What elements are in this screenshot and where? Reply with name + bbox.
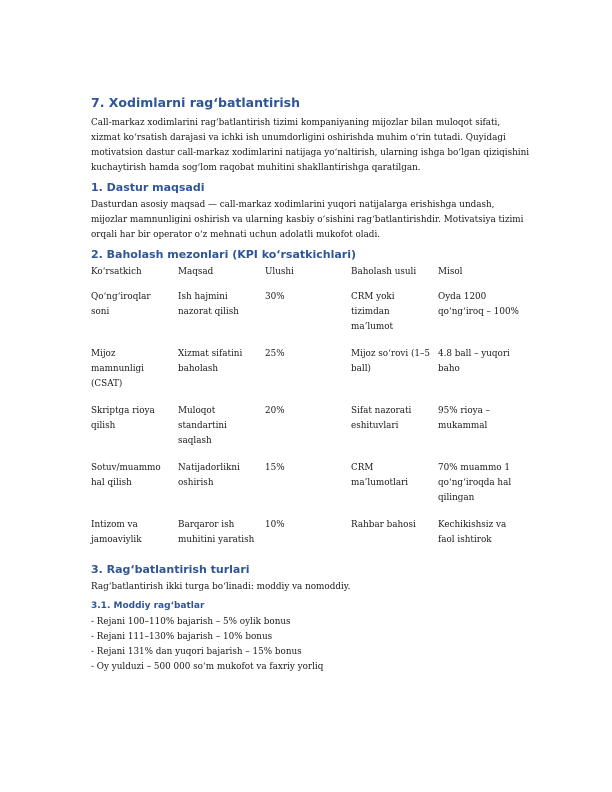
goal-paragraph: Dasturdan asosiy maqsad — call-markaz xodimlarini yuqori natijalarga erishishga undash, mijozlar mamnunligini oshirish va ularning kasbiy o‘sishini rag‘batlantirishdir. Motivatsiya tizimi orqali har bir operator o‘z mehnati uchun adolatli mukofot oladi. <box>91 200 524 240</box>
column-header: Maqsad <box>178 267 214 277</box>
table-cell: Rahbar bahosi <box>351 520 416 530</box>
document-page <box>91 95 531 675</box>
table-cell: Ish hajmini nazorat qilish <box>178 292 239 317</box>
table-cell: Mijoz mamnunligi (CSAT) <box>91 349 144 389</box>
section-heading-goal: 1. Dastur maqsadi <box>91 181 205 194</box>
table-row <box>91 518 531 560</box>
table-header-row <box>91 265 531 290</box>
table-cell: Oyda 1200 qo‘ng‘iroq – 100% <box>438 292 519 317</box>
table-row <box>91 404 531 461</box>
table-cell: 70% muammo 1 qo‘ng‘iroqda hal qilingan <box>438 463 512 503</box>
table-cell: 30% <box>265 292 285 302</box>
intro-paragraph: Call-markaz xodimlarini rag‘batlantirish tizimi kompaniyaning mijozlar bilan muloqot sifati, xizmat ko‘rsatish darajasi va ichki ish unumdorligini oshirishda muhim o‘rin tutadi. Quyidagi motivatsion dastur call-markaz xodimlarini natijaga yo‘naltirish, ularning ishga bo‘lgan qiziqishini kuchaytirish hamda sog‘lom raqobat muhitini shakllantirishga qaratilgan. <box>91 118 530 173</box>
column-header: Baholash usuli <box>351 267 417 277</box>
table-cell: Kechikishsiz va faol ishtirok <box>438 520 507 545</box>
table-row <box>91 347 531 404</box>
table-row <box>91 461 531 518</box>
table-cell: 20% <box>265 406 285 416</box>
column-header: Misol <box>438 267 463 277</box>
table-cell: 10% <box>265 520 285 530</box>
section-heading-motivation: 7. Xodimlarni rag‘batlantirish <box>91 95 301 110</box>
table-cell: Intizom va jamoaviylik <box>91 520 142 545</box>
table-cell: Xizmat sifatini baholash <box>178 349 243 374</box>
table-cell: 95% rioya – mukammal <box>438 406 491 431</box>
list-item: - Rejani 111–130% bajarish – 10% bonus <box>91 632 273 642</box>
table-row <box>91 290 531 347</box>
table-cell: Natijadorlikni oshirish <box>178 463 240 488</box>
subsection-heading-material-rewards: 3.1. Moddiy rag‘batlar <box>91 601 205 611</box>
kpi-table <box>91 265 531 560</box>
table-cell: CRM yoki tizimdan ma’lumot <box>351 292 395 332</box>
column-header: Ulushi <box>265 267 294 277</box>
section-heading-reward-types: 3. Rag‘batlantirish turlari <box>91 563 250 576</box>
table-cell: Sifat nazorati eshituvlari <box>351 406 412 431</box>
table-cell: Mijoz so‘rovi (1–5 ball) <box>351 349 430 374</box>
section-heading-kpi: 2. Baholash mezonlari (KPI ko‘rsatkichlari) <box>91 248 356 261</box>
table-cell: Sotuv/muammo hal qilish <box>91 463 161 488</box>
table-cell: Qo‘ng‘iroqlar soni <box>91 292 151 317</box>
table-cell: Skriptga rioya qilish <box>91 406 155 431</box>
list-item: - Oy yulduzi – 500 000 so‘m mukofot va faxriy yorliq <box>91 662 324 672</box>
table-cell: 15% <box>265 463 285 473</box>
table-cell: Muloqot standartini saqlash <box>178 406 227 446</box>
list-item: - Rejani 131% dan yuqori bajarish – 15% bonus <box>91 647 302 657</box>
table-cell: Barqaror ish muhitini yaratish <box>178 520 255 545</box>
column-header: Ko‘rsatkich <box>91 267 142 277</box>
table-cell: CRM ma’lumotlari <box>351 463 409 488</box>
table-cell: 25% <box>265 349 285 359</box>
table-cell: 4.8 ball – yuqori baho <box>438 349 510 374</box>
material-rewards-list <box>91 615 531 675</box>
list-item: - Rejani 100–110% bajarish – 5% oylik bonus <box>91 617 291 627</box>
reward-types-paragraph: Rag‘batlantirish ikki turga bo‘linadi: moddiy va nomoddiy. <box>91 582 351 592</box>
